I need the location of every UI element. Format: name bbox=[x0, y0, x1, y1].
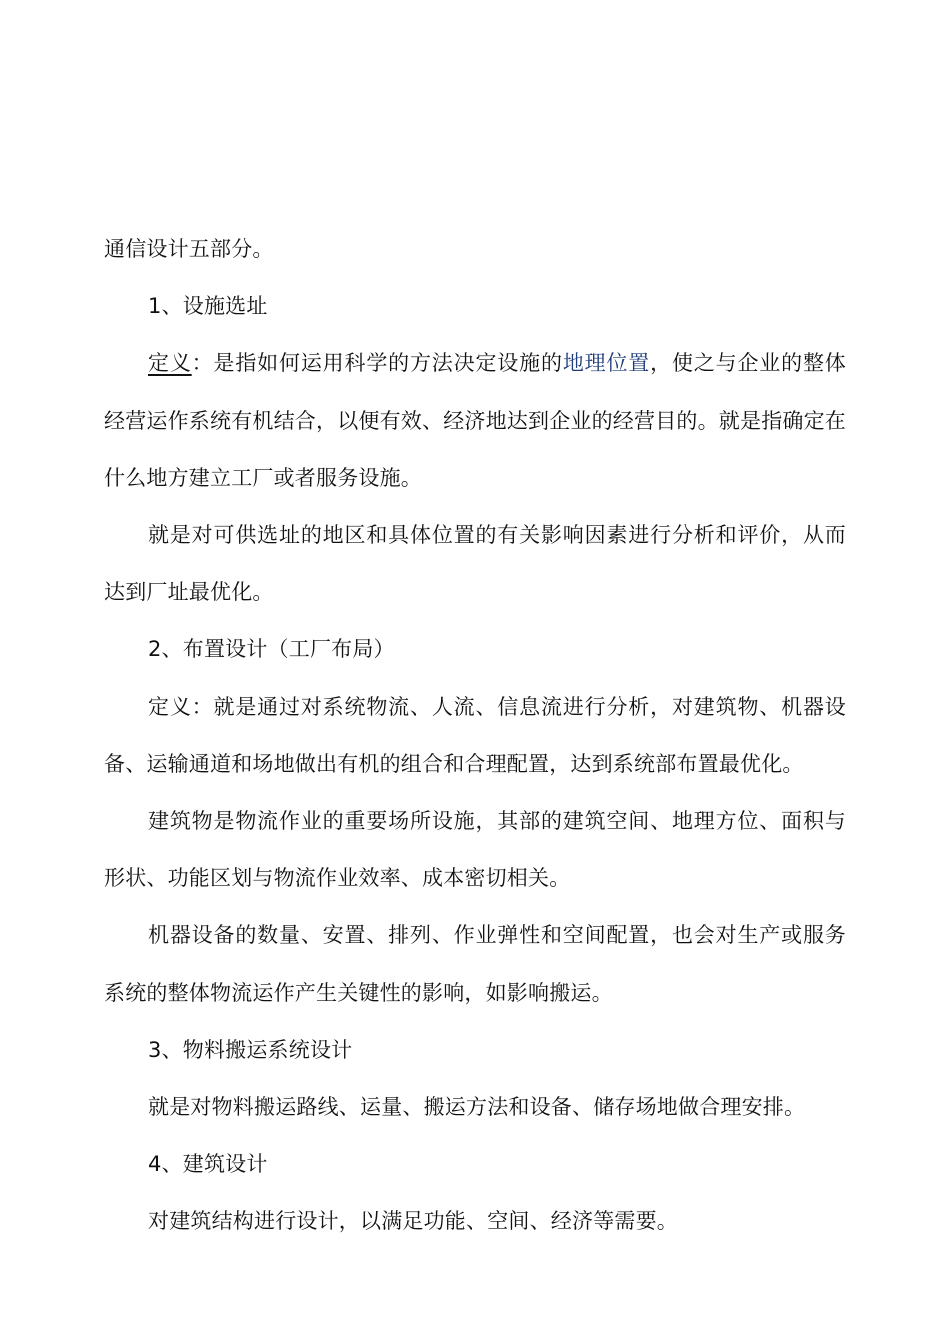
section-2-heading: 2、布置设计（工厂布局） bbox=[148, 637, 395, 662]
section-4-paragraph: 对建筑结构进行设计，以满足功能、空间、经济等需要。 bbox=[148, 1209, 678, 1234]
section-3-heading: 3、物料搬运系统设计 bbox=[148, 1037, 353, 1062]
section-2-paragraph-2: 建筑物是物流作业的重要场所设施，其部的建筑空间、地理方位、面积与形状、功能区划与物流作业效率、成本密切相关。 bbox=[104, 809, 846, 891]
section-1-definition bbox=[104, 335, 846, 507]
section-2-definition: 定义：就是通过对系统物流、人流、信息流进行分析，对建筑物、机器设备、运输通道和场地做出有机的组合和合理配置，达到系统部布置最优化。 bbox=[104, 694, 846, 776]
section-1-paragraph-2: 就是对可供选址的地区和具体位置的有关影响因素进行分析和评价，从而达到厂址最优化。 bbox=[104, 523, 846, 605]
section-3-paragraph: 就是对物料搬运路线、运量、搬运方法和设备、储存场地做合理安排。 bbox=[148, 1095, 806, 1120]
definition-rest: ，使之与企业的整体经营运作系统有机结合，以便有效、经济地达到企业的经营目的。就是指确定在什么地方建立工厂或者服务设施。 bbox=[104, 351, 846, 490]
section-2-paragraph-3: 机器设备的数量、安置、排列、作业弹性和空间配置，也会对生产或服务系统的整体物流运作产生关键性的影响，如影响搬运。 bbox=[104, 923, 846, 1005]
definition-label: 定义 bbox=[148, 351, 192, 376]
geographic-location-link[interactable]: 地理位置 bbox=[562, 351, 651, 376]
section-1-heading: 1、设施选址 bbox=[148, 294, 268, 319]
document-body bbox=[104, 221, 846, 1251]
definition-text: ：是指如何运用科学的方法决定设施的 bbox=[191, 351, 563, 376]
intro-paragraph: 通信设计五部分。 bbox=[104, 237, 274, 261]
section-4-heading: 4、建筑设计 bbox=[148, 1152, 268, 1177]
